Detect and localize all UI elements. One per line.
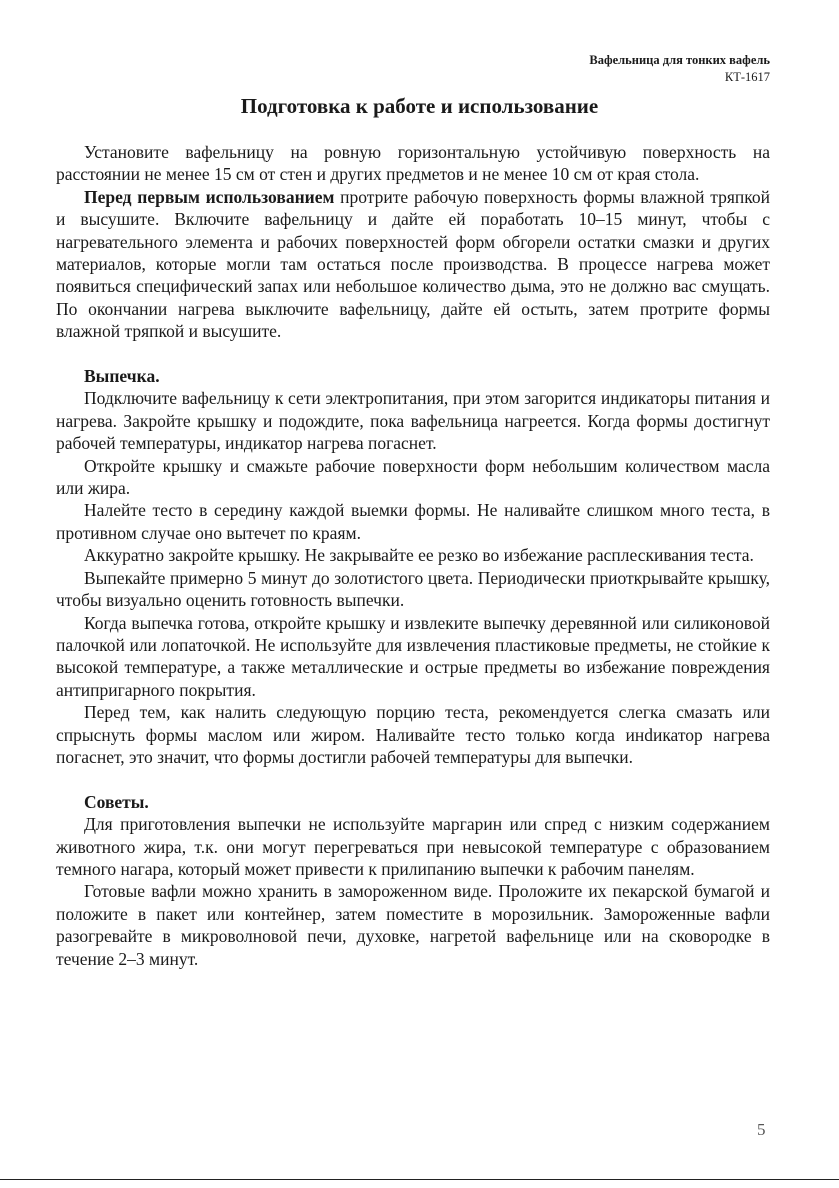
baking-paragraph: Аккуратно закройте крышку. Не закрывайте ее резко во избежание расплескивания теста. xyxy=(84,545,754,566)
page-body xyxy=(56,141,770,970)
section-spacer xyxy=(56,768,770,790)
running-header xyxy=(589,52,770,86)
header-product-name: Вафельница для тонких вафель xyxy=(589,53,770,67)
first-use-text: протрите рабочую поверхность формы влажной тряпкой и высушите. Включите вафельницу и дайте ей поработать 10–15 минут, чтобы с нагревательного элемента и рабочих поверхностей форм обгорели остатки смазки и других материалов, которые могли там остаться после производства. В процессе нагрева может появиться специфический запах или небольшое количество дыма, это не должно вас смущать. По окончании нагрева выключите вафельницу, дайте ей остыть, затем протрите формы влажной тряпкой и высушите. xyxy=(56,186,771,342)
baking-paragraph: Когда выпечка готова, откройте крышку и извлеките выпечку деревянной или силиконовой палочкой или лопаточкой. Не используйте для извлечения пластиковые предметы, не стойкие к высокой температуре, а также металлические и острые предметы во избежание повреждения антипригарного покрытия. xyxy=(56,612,770,700)
page-title: Подготовка к работе и использование xyxy=(240,94,599,118)
baking-heading: Выпечка. xyxy=(84,366,160,387)
first-use-emphasis: Перед первым использованием xyxy=(84,186,335,207)
baking-paragraph: Выпекайте примерно 5 минут до золотистого цвета. Периодически приоткрывайте крышку, чтобы визуально оценить готовность выпечки. xyxy=(56,567,770,611)
header-model-number: КТ-1617 xyxy=(724,70,770,84)
bottom-rule xyxy=(0,1179,839,1188)
baking-paragraph: Откройте крышку и смажьте рабочие поверхности форм небольшим количеством масла или жира. xyxy=(56,455,770,499)
intro-paragraph-placement: Установите вафельницу на ровную горизонтальную устойчивую поверхность на расстоянии не менее 15 см от стен и других предметов и не менее 10 см от края стола. xyxy=(56,142,770,185)
intro-paragraph-first-use xyxy=(56,186,770,343)
baking-paragraph: Подключите вафельницу к сети электропитания, при этом загорится индикаторы питания и нагрева. Закройте крышку и подождите, пока вафельница нагреется. Когда формы достигнут рабочей температуры, индикатор нагрева погаснет. xyxy=(56,388,770,454)
baking-paragraph: Перед тем, как налить следующую порцию теста, рекомендуется слегка смазать или спрыснуть формы маслом или жиром. Наливайте тесто только когда инdикатор нагрева погаснет, это значит, что формы достигли рабочей температуры для выпечки. xyxy=(56,702,770,767)
tips-paragraph: Для приготовления выпечки не используйте маргарин или спред с низким содержанием животного жира, т.к. они могут перегреваться при невысокой температуре с образованием темного нагара, который может привести к прилипанию выпечки к рабочим панелям. xyxy=(56,814,770,879)
tips-paragraph: Готовые вафли можно хранить в замороженном виде. Проложите их пекарской бумагой и положите в пакет или контейнер, затем поместите в морозильник. Замороженные вафли разогревайте в микроволновой печи, духовке, нагретой вафельнице или на сковородке в течение 2–3 минут. xyxy=(56,881,770,969)
section-spacer xyxy=(56,343,770,365)
page-number: 5 xyxy=(757,1120,766,1139)
baking-paragraph: Налейте тесто в середину каждой выемки формы. Не наливайте слишком много теста, в противном случае оно вытечет по краям. xyxy=(56,500,770,543)
tips-heading: Советы. xyxy=(84,791,149,812)
